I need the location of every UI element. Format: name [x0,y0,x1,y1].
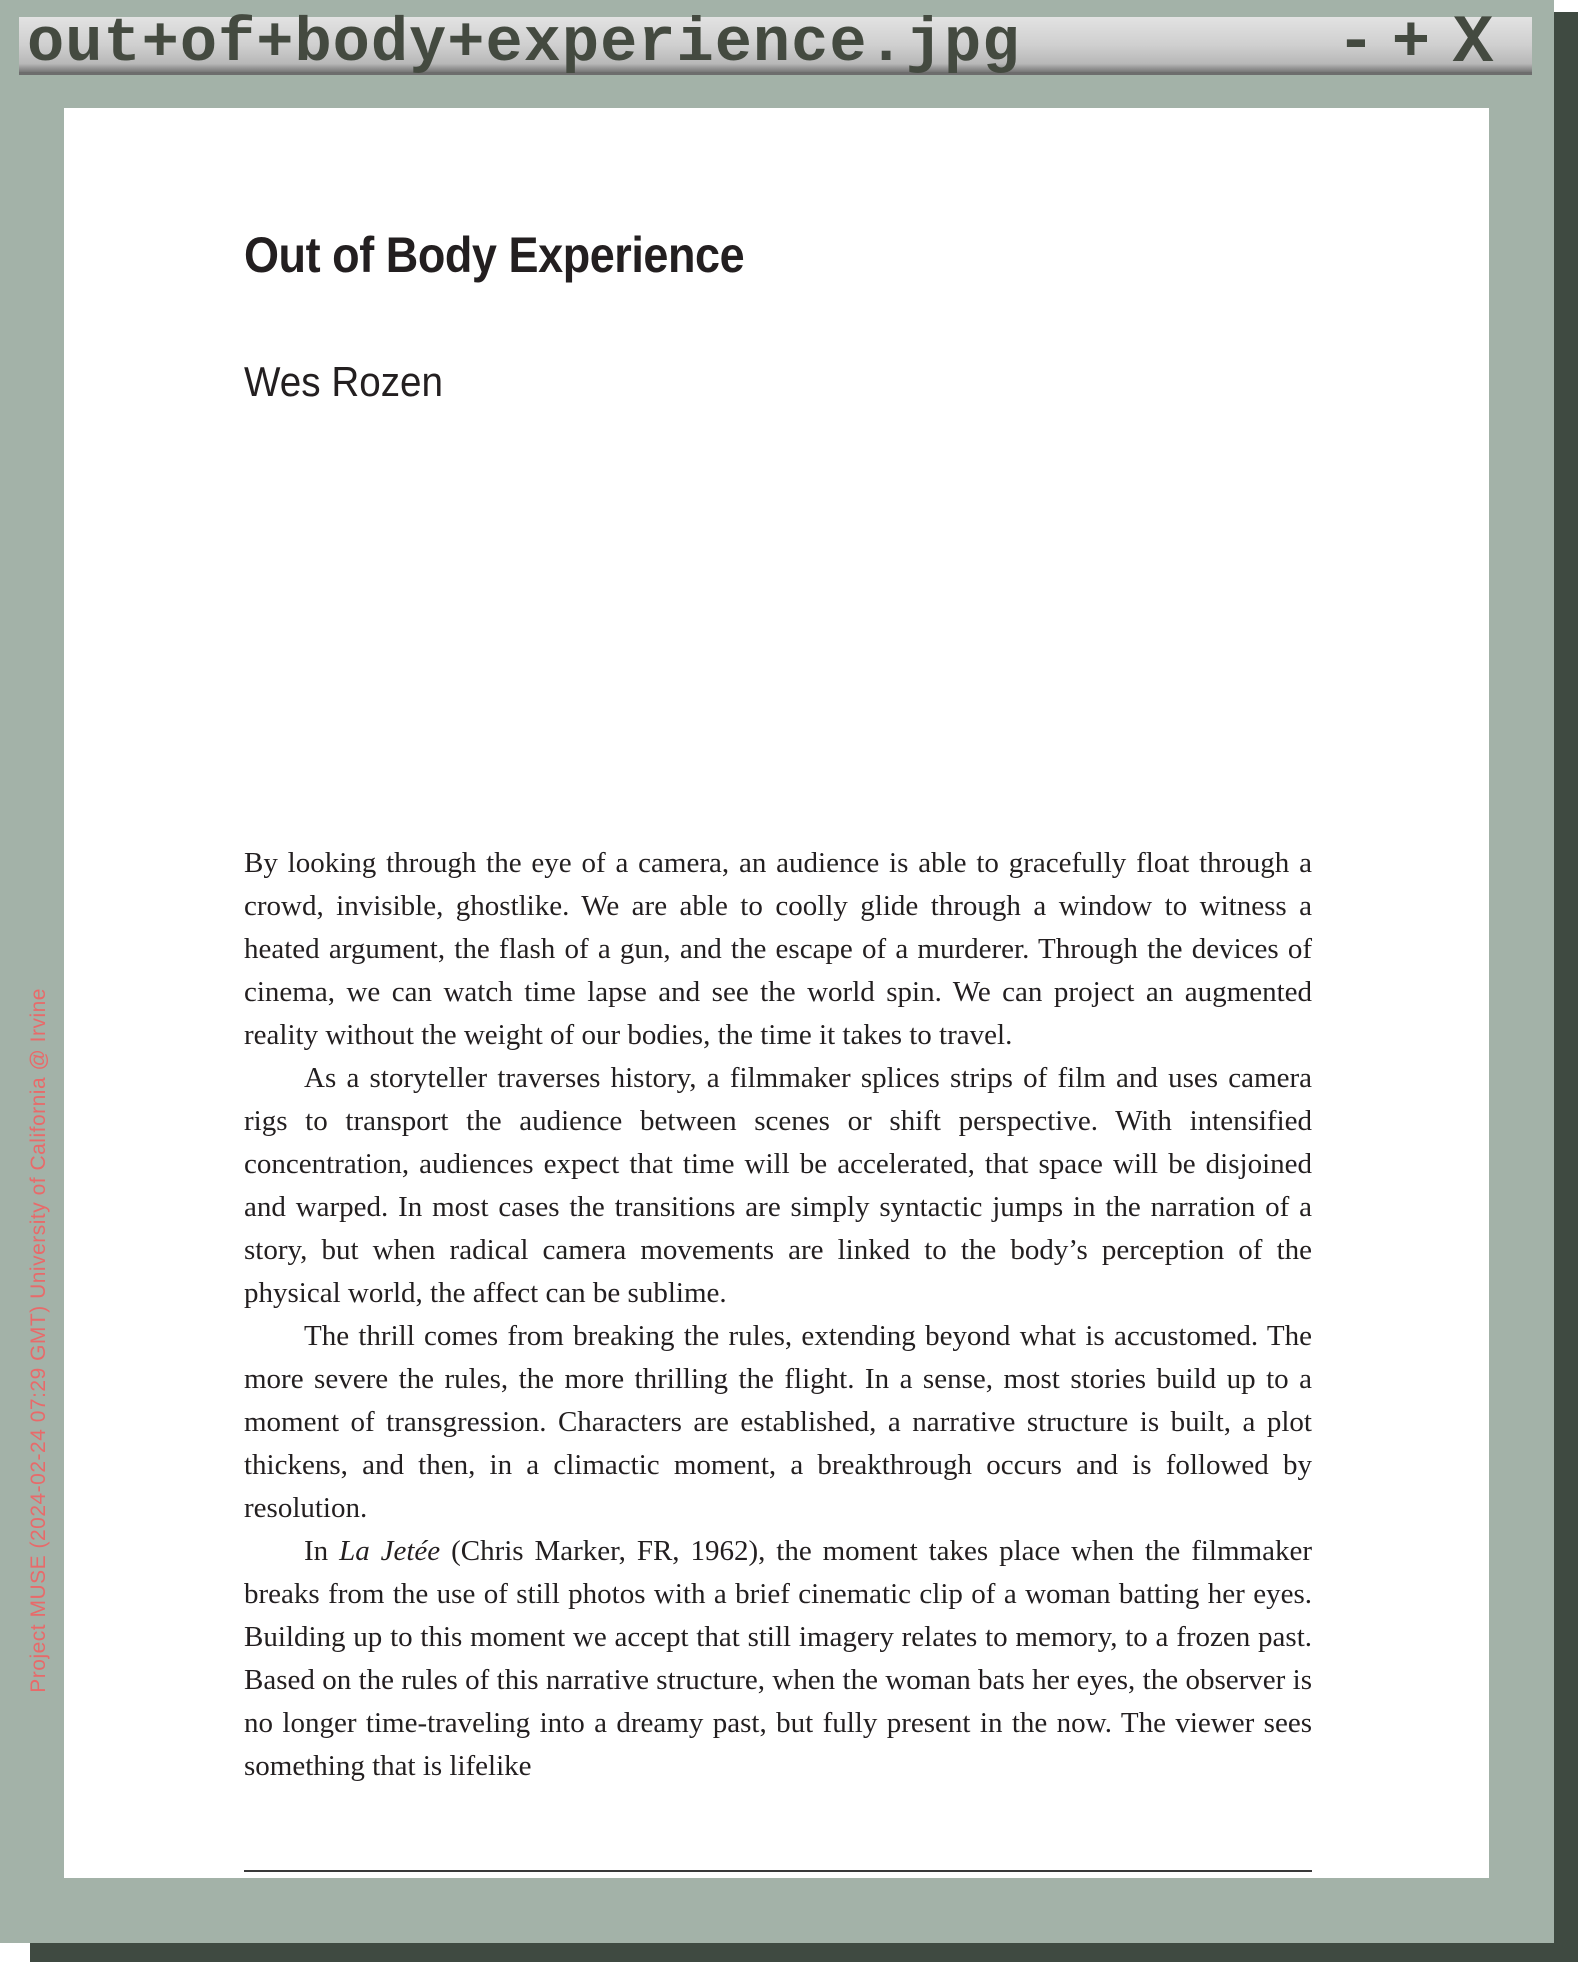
window-titlebar[interactable] [19,5,1532,82]
article-body [244,842,1312,1788]
paragraph-4-start: In [304,1535,340,1567]
document-page [27,108,1489,1878]
paragraph-1: By looking through the eye of a camera, an audience is able to gracefully float through a crowd, invisible, ghostlike. We are able to coolly glide through a window to witness a heated argument, the flash of a gun, and the escape of a murderer. Through the devices of cinema, we can watch time lapse and see the world spin. We can project an augmented reality without the weight of our bodies, the time it takes to travel. [244,847,1312,1051]
paragraph-3: The thrill comes from breaking the rules, extending beyond what is accustomed. The more severe the rules, the more thrilling the flight. In a sense, most stories build up to a moment of transgression. Characters are established, a narrative structure is built, a plot thickens, and then, in a climactic moment, a breakthrough occurs and is followed by resolution. [244,1320,1312,1524]
paragraph-4-rest: (Chris Marker, FR, 1962), the moment takes place when the filmmaker breaks from the use of still photos with a brief cinematic clip of a woman batting her eyes. Building up to this moment we accept that still imagery relates to memory, to a frozen past. Based on the rules of this narrative structure, when the woman bats her eyes, the observer is no longer time-traveling into a dreamy past, but fully present in the now. The viewer sees something that is lifelike [244,1535,1312,1782]
close-button[interactable]: X [1452,5,1494,82]
window-title: out+of+body+experience.jpg [27,8,1021,79]
article-title: Out of Body Experience [244,227,745,283]
maximize-button[interactable]: + [1391,8,1431,80]
film-title: La Jetée [339,1535,441,1567]
paragraph-2: As a storyteller traverses history, a filmmaker splices strips of film and uses camera rigs to transport the audience between scenes or shift perspective. With intensified concentration, audiences expect that time will be accelerated, that space will be disjoined and warped. In most cases the transitions are simply syntactic jumps in the narration of a story, but when radical camera movements are linked to the body’s perception of the physical world, the affect can be sublime. [244,1062,1312,1309]
article-author: Wes Rozen [244,358,444,405]
watermark-text: Project MUSE (2024-02-24 07:29 GMT) University of California @ Irvine [27,988,50,1693]
paragraph-4 [244,1530,1312,1788]
minimize-button[interactable]: - [1336,8,1376,80]
footer-rule [244,1870,1312,1872]
